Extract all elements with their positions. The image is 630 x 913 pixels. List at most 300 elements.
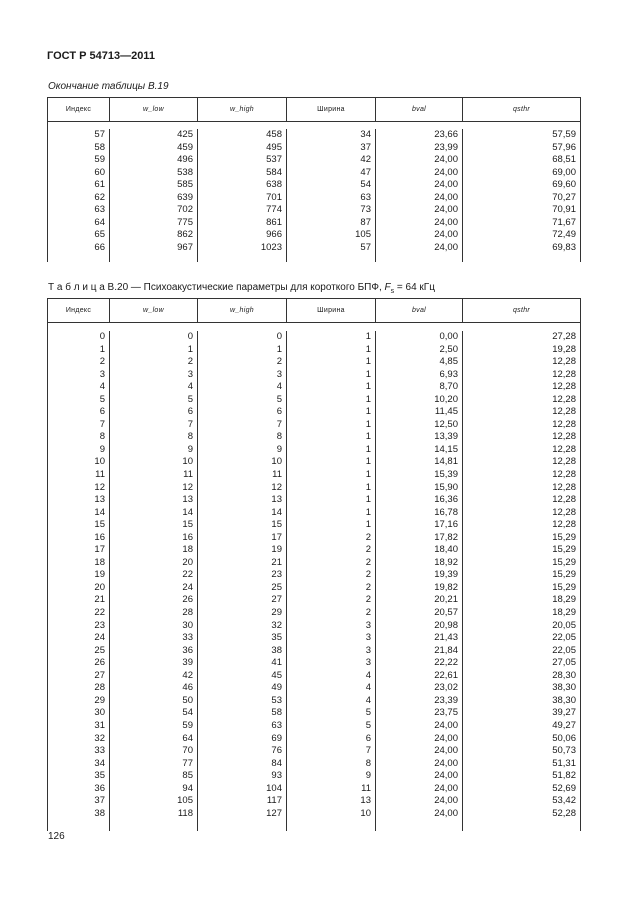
table-cell: 50 — [182, 694, 193, 706]
table-cell: 1 — [365, 356, 371, 368]
table-cell: 70,91 — [552, 204, 576, 216]
header-width: Ширина — [287, 299, 376, 322]
table-cell: 2 — [365, 569, 371, 581]
table-cell: 24,00 — [434, 191, 458, 203]
table-cell: 66 — [94, 241, 105, 253]
table-cell: 23 — [271, 569, 282, 581]
table-cell: 51,31 — [552, 757, 576, 769]
table-cell: 7 — [99, 418, 105, 430]
table-cell: 4 — [365, 682, 371, 694]
table-cell: 1 — [365, 481, 371, 493]
table-header-row — [48, 98, 580, 122]
table-cell: 42 — [360, 154, 371, 166]
table-cell: 537 — [266, 154, 282, 166]
table-cell: 20,98 — [434, 619, 458, 631]
table-cell: 9 — [187, 443, 193, 455]
col-bval — [376, 331, 463, 831]
table-cell: 20 — [182, 556, 193, 568]
table-cell: 14,81 — [434, 456, 458, 468]
header-index: Индекс — [48, 98, 110, 121]
table-cell: 71,67 — [552, 216, 576, 228]
table-cell: 6 — [276, 406, 282, 418]
table-cell: 12,50 — [434, 418, 458, 430]
table-cell: 65 — [94, 229, 105, 241]
table-cell: 29 — [271, 607, 282, 619]
table-cell: 24,00 — [434, 745, 458, 757]
table-cell: 58 — [271, 707, 282, 719]
table-cell: 12 — [94, 481, 105, 493]
table-cell: 60 — [94, 166, 105, 178]
table-cell: 12,28 — [552, 381, 576, 393]
table-cell: 13 — [182, 494, 193, 506]
table-cell: 5 — [99, 393, 105, 405]
table-cell: 3 — [365, 644, 371, 656]
table-cell: 10,20 — [434, 393, 458, 405]
table-cell: 1 — [99, 343, 105, 355]
table-cell: 15,90 — [434, 481, 458, 493]
table-cell: 70,27 — [552, 191, 576, 203]
table-cell: 76 — [271, 745, 282, 757]
table-cell: 13 — [271, 494, 282, 506]
table-cell: 39,27 — [552, 707, 576, 719]
table-cell: 23,66 — [434, 129, 458, 140]
header-qsthr: qsthr — [512, 307, 531, 314]
table-cell: 59 — [182, 719, 193, 731]
table-cell: 27,28 — [552, 331, 576, 342]
table-cell: 20,21 — [434, 594, 458, 606]
table-cell: 7 — [276, 418, 282, 430]
table-cell: 0 — [187, 331, 193, 342]
table-cell: 24,00 — [434, 732, 458, 744]
table-cell: 104 — [266, 782, 282, 794]
table-cell: 24 — [94, 632, 105, 644]
table-cell: 14,15 — [434, 443, 458, 455]
table-cell: 10 — [94, 456, 105, 468]
table-cell: 0,00 — [439, 331, 458, 342]
table-cell: 13 — [360, 795, 371, 807]
table-cell: 63 — [271, 719, 282, 731]
table-cell: 1 — [187, 343, 193, 355]
table2-caption — [48, 282, 435, 295]
table-cell: 11 — [95, 469, 105, 481]
table-cell: 69,60 — [552, 179, 576, 191]
table-cell: 23,02 — [434, 682, 458, 694]
table-cell: 4 — [365, 694, 371, 706]
table-cell: 5 — [365, 707, 371, 719]
table-cell: 1 — [365, 331, 371, 342]
table-cell: 702 — [177, 204, 193, 216]
table-cell: 1023 — [260, 241, 282, 253]
table-cell: 2 — [187, 356, 193, 368]
table-cell: 23 — [94, 619, 105, 631]
caption-var: F — [384, 282, 391, 293]
table-cell: 1 — [365, 406, 371, 418]
table-cell: 1 — [365, 418, 371, 430]
table-cell: 775 — [177, 216, 193, 228]
table-cell: 24,00 — [434, 719, 458, 731]
table-cell: 15,39 — [434, 469, 458, 481]
table-cell: 52,69 — [552, 782, 576, 794]
table-cell: 23,99 — [434, 141, 458, 153]
col-w-high — [198, 129, 287, 262]
table-cell: 458 — [266, 129, 282, 140]
table-cell: 966 — [266, 229, 282, 241]
table-cell: 1 — [365, 381, 371, 393]
table-cell: 1 — [365, 456, 371, 468]
table-cell: 57 — [94, 129, 105, 140]
table-cell: 14 — [94, 506, 105, 518]
table-cell: 18,40 — [434, 544, 458, 556]
col-index — [48, 129, 110, 262]
table-cell: 33 — [182, 632, 193, 644]
table-cell: 69,83 — [552, 241, 576, 253]
header-bval: bval — [376, 98, 463, 121]
table-cell: 16,78 — [434, 506, 458, 518]
table-cell: 50,73 — [552, 745, 576, 757]
table-cell: 68,51 — [552, 154, 576, 166]
table-cell: 13,39 — [434, 431, 458, 443]
table-cell: 20,57 — [434, 607, 458, 619]
table-cell: 3 — [365, 632, 371, 644]
table-cell: 2 — [365, 544, 371, 556]
table-cell: 93 — [271, 770, 282, 782]
table-cell: 49,27 — [552, 719, 576, 731]
table-cell: 1 — [365, 506, 371, 518]
table-cell: 15 — [271, 519, 282, 531]
table-cell: 2 — [365, 581, 371, 593]
table-cell: 5 — [365, 719, 371, 731]
table-cell: 117 — [266, 795, 282, 807]
table-cell: 24,00 — [434, 154, 458, 166]
table-cell: 69 — [271, 732, 282, 744]
table-cell: 17,82 — [434, 531, 458, 543]
table-cell: 861 — [266, 216, 282, 228]
table-cell: 50,06 — [552, 732, 576, 744]
table-cell: 10 — [360, 807, 371, 819]
table-cell: 2 — [365, 594, 371, 606]
table-cell: 24,00 — [434, 229, 458, 241]
table-cell: 11 — [272, 469, 282, 481]
table-cell: 24,00 — [434, 757, 458, 769]
table-cell: 53 — [271, 694, 282, 706]
col-w-high — [198, 331, 287, 831]
table1-caption: Окончание таблицы В.19 — [48, 81, 169, 92]
table-cell: 24,00 — [434, 795, 458, 807]
table-cell: 3 — [365, 657, 371, 669]
table-cell: 459 — [177, 141, 193, 153]
header-w-low: w_low — [110, 98, 198, 121]
table-cell: 22,22 — [434, 657, 458, 669]
table-cell: 24,00 — [434, 770, 458, 782]
table-cell: 6 — [99, 406, 105, 418]
table-cell: 584 — [266, 166, 282, 178]
table-cell: 52,28 — [552, 807, 576, 819]
table-cell: 7 — [365, 745, 371, 757]
table-cell: 30 — [94, 707, 105, 719]
table-cell: 73 — [360, 204, 371, 216]
table-cell: 19,39 — [434, 569, 458, 581]
table-cell: 19,82 — [434, 581, 458, 593]
table-cell: 2 — [365, 607, 371, 619]
table-cell: 10 — [271, 456, 282, 468]
table-cell: 638 — [266, 179, 282, 191]
table-cell: 29 — [94, 694, 105, 706]
table-cell: 12,28 — [552, 406, 576, 418]
table-cell: 4 — [187, 381, 193, 393]
table-cell: 72,49 — [552, 229, 576, 241]
col-qsthr — [463, 129, 580, 262]
table-cell: 39 — [182, 657, 193, 669]
table-cell: 38 — [94, 807, 105, 819]
table-cell: 24,00 — [434, 179, 458, 191]
col-width — [287, 129, 376, 262]
table-cell: 24,00 — [434, 204, 458, 216]
header-index: Индекс — [48, 299, 110, 322]
table-cell: 9 — [99, 443, 105, 455]
table-cell: 15,29 — [552, 581, 576, 593]
table-cell: 1 — [365, 393, 371, 405]
table-cell: 15,29 — [552, 556, 576, 568]
col-index — [48, 331, 110, 831]
table-cell: 127 — [266, 807, 282, 819]
table-cell: 94 — [182, 782, 193, 794]
table-cell: 12,28 — [552, 456, 576, 468]
table-cell: 53,42 — [552, 795, 576, 807]
table-cell: 87 — [360, 216, 371, 228]
table-cell: 1 — [276, 343, 282, 355]
table-cell: 54 — [182, 707, 193, 719]
table-cell: 25 — [271, 581, 282, 593]
table-cell: 12,28 — [552, 481, 576, 493]
table-cell: 701 — [266, 191, 282, 203]
table-cell: 31 — [94, 719, 105, 731]
table-cell: 32 — [94, 732, 105, 744]
col-qsthr — [463, 331, 580, 831]
caption-sub: s — [390, 288, 395, 295]
table-cell: 1 — [365, 431, 371, 443]
table-cell: 22,05 — [552, 644, 576, 656]
header-w-low: w_low — [110, 299, 198, 322]
table-cell: 35 — [94, 770, 105, 782]
table-cell: 69,00 — [552, 166, 576, 178]
table-cell: 8 — [99, 431, 105, 443]
table-cell: 45 — [271, 669, 282, 681]
table-cell: 3 — [365, 619, 371, 631]
table-cell: 0 — [99, 331, 105, 342]
table-cell: 585 — [177, 179, 193, 191]
table-cell: 11 — [361, 782, 371, 794]
table-cell: 64 — [94, 216, 105, 228]
table-cell: 21 — [271, 556, 282, 568]
table-cell: 17 — [94, 544, 105, 556]
table-cell: 17,16 — [434, 519, 458, 531]
header-bval: bval — [376, 299, 463, 322]
table-cell: 51,82 — [552, 770, 576, 782]
table-cell: 16 — [94, 531, 105, 543]
table-cell: 11,45 — [434, 406, 458, 418]
table-cell: 862 — [177, 229, 193, 241]
table-cell: 62 — [94, 191, 105, 203]
table-cell: 24,00 — [434, 807, 458, 819]
table-cell: 49 — [271, 682, 282, 694]
table-cell: 25 — [94, 644, 105, 656]
table-cell: 1 — [365, 494, 371, 506]
table-cell: 495 — [266, 141, 282, 153]
table-cell: 8,70 — [439, 381, 458, 393]
table-cell: 13 — [94, 494, 105, 506]
table-cell: 774 — [266, 204, 282, 216]
table-cell: 2 — [276, 356, 282, 368]
table-body — [48, 122, 580, 262]
table-cell: 57 — [360, 241, 371, 253]
table-cell: 20 — [94, 581, 105, 593]
table-cell: 85 — [182, 770, 193, 782]
table-cell: 18 — [182, 544, 193, 556]
table-cell: 1 — [365, 368, 371, 380]
table-cell: 8 — [276, 431, 282, 443]
table-cell: 1 — [365, 519, 371, 531]
col-w-low — [110, 331, 198, 831]
table-cell: 12,28 — [552, 494, 576, 506]
table-cell: 34 — [360, 129, 371, 140]
table-cell: 15,29 — [552, 531, 576, 543]
table-cell: 19 — [271, 544, 282, 556]
header-w-high: w_high — [198, 299, 287, 322]
table-cell: 15,29 — [552, 569, 576, 581]
table-cell: 9 — [276, 443, 282, 455]
table-cell: 22,05 — [552, 632, 576, 644]
table-cell: 64 — [182, 732, 193, 744]
table-cell: 8 — [365, 757, 371, 769]
table-cell: 4 — [276, 381, 282, 393]
table-cell: 37 — [360, 141, 371, 153]
table-cell: 105 — [355, 229, 371, 241]
table-cell: 21,43 — [434, 632, 458, 644]
table-cell: 21,84 — [434, 644, 458, 656]
table-cell: 84 — [271, 757, 282, 769]
table-cell: 34 — [94, 757, 105, 769]
table-cell: 23,39 — [434, 694, 458, 706]
header-qsthr: qsthr — [512, 106, 531, 113]
table-cell: 12,28 — [552, 393, 576, 405]
table-cell: 63 — [94, 204, 105, 216]
col-w-low — [110, 129, 198, 262]
table-cell: 38,30 — [552, 682, 576, 694]
table-cell: 12,28 — [552, 469, 576, 481]
table-cell: 105 — [177, 795, 193, 807]
table-cell: 6 — [365, 732, 371, 744]
table-header-row — [48, 299, 580, 323]
table-cell: 18,29 — [552, 594, 576, 606]
table-cell: 11 — [183, 469, 193, 481]
table-cell: 33 — [94, 745, 105, 757]
table-cell: 2 — [365, 556, 371, 568]
table-cell: 118 — [177, 807, 193, 819]
table-cell: 16 — [182, 531, 193, 543]
table-cell: 12 — [271, 481, 282, 493]
table-cell: 18,92 — [434, 556, 458, 568]
table-cell: 10 — [182, 456, 193, 468]
table-cell: 21 — [94, 594, 105, 606]
table-cell: 26 — [94, 657, 105, 669]
table-cell: 57,96 — [552, 141, 576, 153]
table-cell: 5 — [187, 393, 193, 405]
table-cell: 12,28 — [552, 418, 576, 430]
header-width: Ширина — [287, 98, 376, 121]
table-cell: 58 — [94, 141, 105, 153]
table-cell: 37 — [94, 795, 105, 807]
table-cell: 27 — [271, 594, 282, 606]
table-cell: 24,00 — [434, 216, 458, 228]
table-cell: 12,28 — [552, 443, 576, 455]
table-cell: 4 — [365, 669, 371, 681]
table-cell: 6 — [187, 406, 193, 418]
table-cell: 0 — [276, 331, 282, 342]
table-cell: 538 — [177, 166, 193, 178]
table-cell: 63 — [360, 191, 371, 203]
table-cell: 38,30 — [552, 694, 576, 706]
table-cell: 22 — [182, 569, 193, 581]
table-cell: 18 — [94, 556, 105, 568]
page-number: 126 — [48, 831, 65, 842]
table-cell: 5 — [276, 393, 282, 405]
table-cell: 12,28 — [552, 356, 576, 368]
table-cell: 4,85 — [439, 356, 458, 368]
table-cell: 28 — [94, 682, 105, 694]
caption-suffix: = 64 кГц — [394, 282, 435, 293]
table-cell: 1 — [365, 443, 371, 455]
table-cell: 8 — [187, 431, 193, 443]
table-cell: 24,00 — [434, 166, 458, 178]
table-cell: 24 — [182, 581, 193, 593]
table-cell: 70 — [182, 745, 193, 757]
table-cell: 59 — [94, 154, 105, 166]
table-cell: 61 — [94, 179, 105, 191]
table-cell: 3 — [187, 368, 193, 380]
table-cell: 1 — [365, 343, 371, 355]
table-cell: 38 — [271, 644, 282, 656]
table-cell: 3 — [99, 368, 105, 380]
table-cell: 9 — [365, 770, 371, 782]
table-cell: 15 — [182, 519, 193, 531]
table-cell: 54 — [360, 179, 371, 191]
table-cell: 16,36 — [434, 494, 458, 506]
table-cell: 30 — [182, 619, 193, 631]
table-cell: 2,50 — [439, 343, 458, 355]
col-width — [287, 331, 376, 831]
table-cell: 4 — [99, 381, 105, 393]
header-w-high: w_high — [198, 98, 287, 121]
table-cell: 28,30 — [552, 669, 576, 681]
table-b20 — [47, 298, 581, 831]
table-cell: 46 — [182, 682, 193, 694]
document-header: ГОСТ Р 54713—2011 — [47, 50, 155, 62]
table-cell: 36 — [182, 644, 193, 656]
table-cell: 12 — [182, 481, 193, 493]
table-cell: 3 — [276, 368, 282, 380]
table-cell: 24,00 — [434, 241, 458, 253]
table-cell: 20,05 — [552, 619, 576, 631]
table-cell: 12,28 — [552, 506, 576, 518]
caption-text: Т а б л и ц а В.20 — Психоакустические параметры для короткого БПФ, — [48, 282, 385, 293]
table-cell: 12,28 — [552, 368, 576, 380]
table-cell: 77 — [182, 757, 193, 769]
table-cell: 2 — [99, 356, 105, 368]
table-cell: 639 — [177, 191, 193, 203]
table-cell: 15,29 — [552, 544, 576, 556]
table-cell: 36 — [94, 782, 105, 794]
table-cell: 22 — [94, 607, 105, 619]
